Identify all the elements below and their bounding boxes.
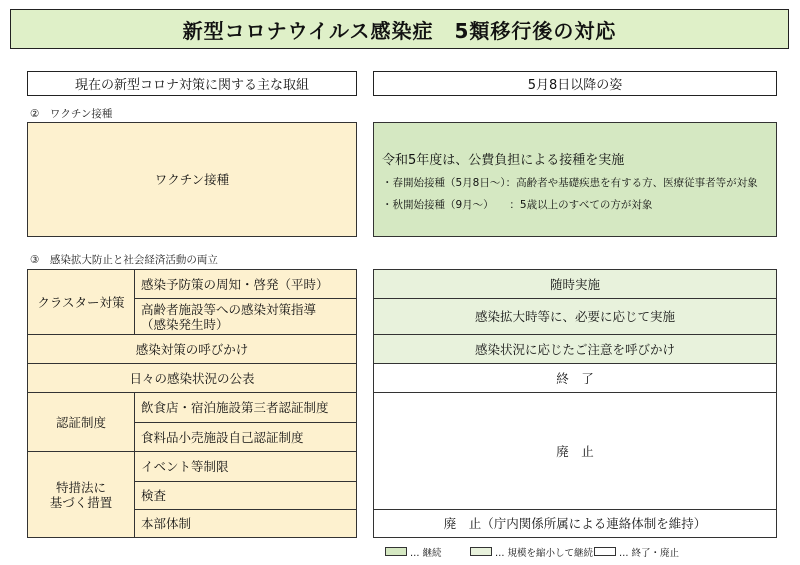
vaccine-title: ワクチン接種 [154, 172, 230, 187]
r-hq-cell [373, 509, 777, 538]
special-item1-cell [134, 451, 357, 482]
legend-end-swatch [594, 547, 616, 556]
special-item2: 検査 [141, 488, 167, 503]
legend-continue-label: … 継続 [410, 547, 442, 559]
cluster-item2-cell [134, 298, 357, 335]
cluster-item2-line1: 高齢者施設等への感染対策指導 [141, 301, 317, 317]
vaccine-left-cell [27, 122, 357, 237]
r-call-cell [373, 334, 777, 364]
cluster-label-cell [27, 269, 135, 335]
vaccine-main-text: 令和5年度は、公費負担による接種を実施 [382, 153, 625, 168]
cert-item2: 食料品小売施設自己認証制度 [141, 429, 304, 445]
r-daily-cell [373, 363, 777, 393]
page-title: 新型コロナウイルス感染症 5類移行後の対応 [10, 9, 789, 49]
r-daily: 終 了 [556, 370, 594, 386]
legend-reduce-swatch [470, 547, 492, 556]
cert-item1: 飲食店・宿泊施設第三者認証制度 [141, 400, 329, 415]
r-cluster2-cell [373, 298, 777, 335]
cert-item1-cell [134, 392, 357, 423]
legend-reduce-label: … 規模を縮小して継続 [495, 547, 594, 559]
vaccine-spring-text: ・春開始接種（5月8日～）：高齢者や基礎疾患を有する方、医療従事者等が対象 [382, 177, 758, 189]
r-abolish-cell [373, 392, 777, 510]
cluster-item1-cell [134, 269, 357, 299]
vaccine-right-cell [373, 122, 777, 237]
daily-label-cell [27, 363, 357, 393]
r-cluster2: 感染拡大時等に、必要に応じて実施 [474, 309, 675, 324]
r-cluster1: 随時実施 [549, 276, 600, 292]
r-call: 感染状況に応じたご注意を呼びかけ [474, 341, 675, 357]
legend-continue [385, 545, 442, 558]
legend-continue-swatch [385, 547, 407, 556]
special-item3-cell [134, 509, 357, 538]
special-label-cell [27, 451, 135, 538]
call-label: 感染対策の呼びかけ [135, 341, 249, 357]
section-vaccine-label: ② ワクチン接種 [30, 108, 113, 120]
r-abolish: 廃 止 [556, 443, 594, 459]
special-item2-cell [134, 481, 357, 510]
special-item1: イベント等制限 [141, 459, 229, 474]
legend-reduce [470, 545, 593, 558]
special-label-line1: 特措法に [55, 479, 106, 495]
header-after-may8: 5月8日以降の姿 [373, 71, 777, 96]
special-label-line2: 基づく措置 [49, 494, 113, 510]
r-hq: 廃 止（庁内関係所属による連絡体制を維持） [443, 516, 707, 531]
special-item3: 本部体制 [141, 516, 192, 531]
cluster-item2-line2: （感染発生時） [141, 316, 229, 332]
cert-item2-cell [134, 422, 357, 452]
header-current-measures: 現在の新型コロナ対策に関する主な取組 [27, 71, 357, 96]
vaccine-autumn-text: ・秋開始接種（9月～） ：5歳以上のすべての方が対象 [382, 199, 653, 211]
call-label-cell [27, 334, 357, 364]
cert-label-cell [27, 392, 135, 452]
cluster-label: クラスター対策 [37, 294, 125, 310]
section-infection-label: ③ 感染拡大防止と社会経済活動の両立 [30, 254, 218, 266]
legend-end [594, 545, 679, 558]
legend-end-label: … 終了・廃止 [619, 547, 680, 559]
daily-label: 日々の感染状況の公表 [129, 370, 255, 386]
cluster-item1: 感染予防策の周知・啓発（平時） [141, 276, 329, 292]
cert-label: 認証制度 [55, 414, 106, 430]
r-cluster1-cell [373, 269, 777, 299]
